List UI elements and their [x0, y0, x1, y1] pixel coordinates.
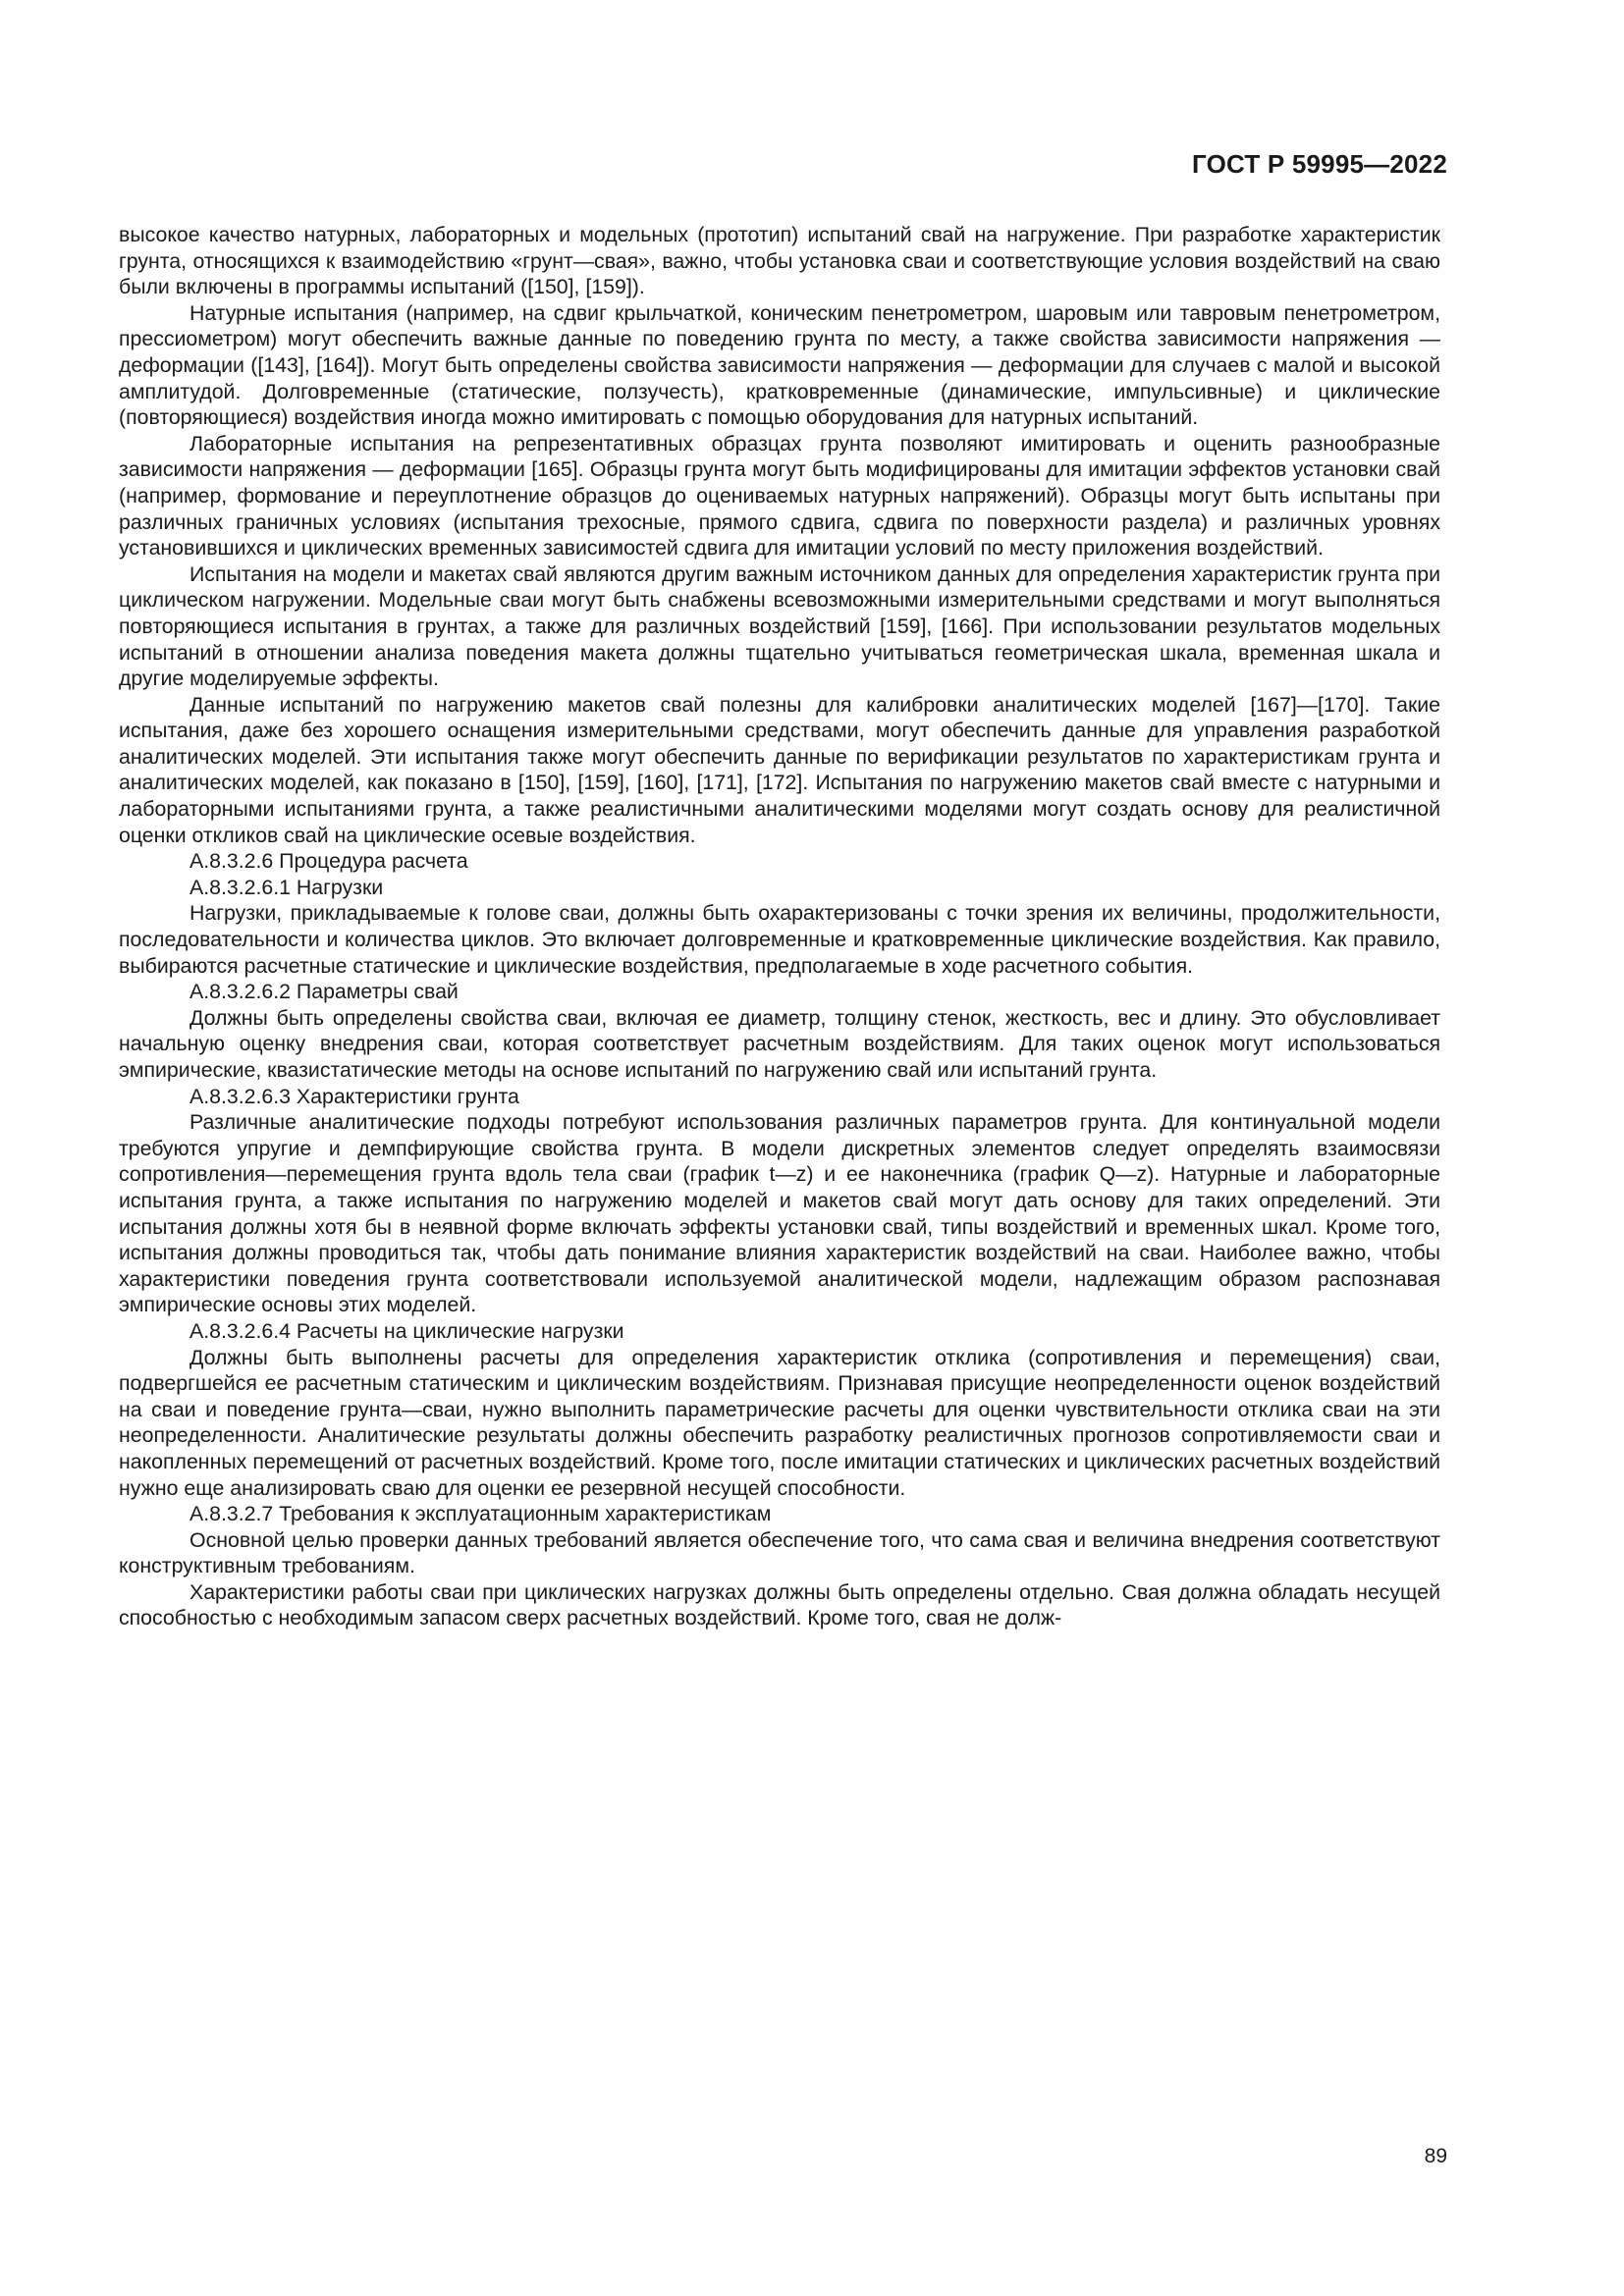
clause-heading: А.8.3.2.6.4 Расчеты на циклические нагрузки [189, 1318, 624, 1343]
paragraph: Данные испытаний по нагружению макетов свай полезны для калибровки аналитических моделей [167]—[170]. Такие испытания, даже без хорошего оснащения измерительными средствами, могут обеспечить данные для управления разработкой аналитических моделей. Эти испытания также могут обеспечить данные по верификации результатов по характеристикам грунта и аналитических моделей, как показано в [150], [159], [160], [171], [172]. Испытания по нагружению макетов свай вместе с натурными и лабораторными испытаниями грунта, а также реалистичными аналитическими моделями могут создать основу для реалистичной оценки откликов свай на циклические осевые воздействия. [119, 692, 1440, 847]
paragraph: Натурные испытания (например, на сдвиг крыльчаткой, коническим пенетрометром, шаровым или тавровым пенетрометром, прессиометром) могут обеспечить важные данные по поведению грунта по месту, а также свойства зависимости напряжения — деформации ([143], [164]). Могут быть определены свойства зависимости напряжения — деформации для случаев с малой и высокой амплитудой. Долговременные (статические, ползучесть), кратковременные (динамические, импульсивные) и циклические (повторяющиеся) воздействия иногда можно имитировать с помощью оборудования для натурных испытаний. [119, 300, 1440, 430]
paragraph: высокое качество натурных, лабораторных и модельных (прототип) испытаний свай на нагружение. При разработке характеристик грунта, относящихся к взаимодействию «грунт—свая», важно, чтобы установка сваи и соответствующие условия воздействий на сваю были включены в программы испытаний ([150], [159]). [119, 223, 1440, 299]
paragraph: Испытания на модели и макетах свай являются другим важным источником данных для определения характеристик грунта при циклическом нагружении. Модельные сваи могут быть снабжены всевозможными измерительными средствами и могут выполняться повторяющиеся испытания в грунтах, а также для различных воздействий [159], [166]. При использовании результатов модельных испытаний в отношении анализа поведения макета должны тщательно учитываться геометрическая шкала, временная шкала и другие моделируемые эффекты. [119, 561, 1440, 691]
standard-id: ГОСТ Р 59995—2022 [1192, 149, 1447, 179]
paragraph: Различные аналитические подходы потребуют использования различных параметров грунта. Для континуальной модели требуются упругие и демпфирующие свойства грунта. В модели дискретных элементов следует определять взаимосвязи сопротивления—перемещения грунта вдоль тела сваи (график t—z) и ее наконечника (график Q—z). Натурные и лабораторные испытания грунта, а также испытания по нагружению моделей и макетов свай могут дать основу для таких определений. Эти испытания должны хотя бы в неявной форме включать эффекты установки свай, типы воздействий и временных шкал. Кроме того, испытания должны проводиться так, чтобы дать понимание влияния характеристик воздействий на сваи. Наиболее важно, чтобы характеристики поведения грунта соответствовали используемой аналитической модели, надлежащим образом распознавая эмпирические основы этих моделей. [119, 1110, 1440, 1317]
page-footer [1425, 2145, 1447, 2168]
page-number: 89 [1424, 2145, 1447, 2167]
document-header [1192, 149, 1447, 180]
paragraph: Лабораторные испытания на репрезентативных образцах грунта позволяют имитировать и оценить разнообразные зависимости напряжения — деформации [165]. Образцы грунта могут быть модифицированы для имитации эффектов установки свай (например, формование и переуплотнение образцов до оцениваемых натурных напряжений). Образцы могут быть испытаны при различных граничных условиях (испытания трехосные, прямого сдвига, сдвига по поверхности раздела) и различных уровнях установившихся и циклических временных зависимостей сдвига для имитации условий по месту приложения воздействий. [119, 431, 1440, 561]
paragraph: Должны быть выполнены расчеты для определения характеристик отклика (сопротивления и перемещения) сваи, подвергшейся ее расчетным статическим и циклическим воздействиям. Признавая присущие неопределенности оценок воздействий на сваи и поведение грунта—сваи, нужно выполнить параметрические расчеты для оценки чувствительности отклика сваи на эти неопределенности. Аналитические результаты должны обеспечить разработку реалистичных прогнозов сопротивляемости сваи и накопленных перемещений от расчетных воздействий. Кроме того, после имитации статических и циклических расчетных воздействий нужно еще анализировать сваю для оценки ее резервной несущей способности. [119, 1345, 1440, 1500]
clause-heading: А.8.3.2.7 Требования к эксплуатационным характеристикам [189, 1502, 772, 1526]
clause-heading: А.8.3.2.6 Процедура расчета [189, 849, 468, 874]
clause-heading: А.8.3.2.6.1 Нагрузки [189, 875, 384, 899]
clause-heading: А.8.3.2.6.3 Характеристики грунта [189, 1084, 519, 1108]
paragraph: Основной целью проверки данных требований является обеспечение того, что сама свая и величина внедрения соответствуют конструктивным требованиям. [119, 1527, 1440, 1578]
clause-heading: А.8.3.2.6.2 Параметры свай [189, 980, 459, 1004]
paragraph: Характеристики работы сваи при циклических нагрузках должны быть определены отдельно. Свая должна обладать несущей способностью с необходимым запасом сверх расчетных воздействий. Кроме того, свая не долж- [119, 1579, 1440, 1630]
page-body [119, 222, 1440, 1631]
paragraph: Нагрузки, прикладываемые к голове сваи, должны быть охарактеризованы с точки зрения их величины, продолжительности, последовательности и количества циклов. Это включает долговременные и кратковременные циклические воздействия. Как правило, выбираются расчетные статические и циклические воздействия, предполагаемые в ходе расчетного события. [119, 901, 1440, 978]
paragraph: Должны быть определены свойства сваи, включая ее диаметр, толщину стенок, жесткость, вес и длину. Это обусловливает начальную оценку внедрения сваи, которая соответствует расчетным воздействиям. Для таких оценок могут использоваться эмпирические, квазистатические методы на основе испытаний по нагружению свай или испытаний грунта. [119, 1005, 1440, 1082]
